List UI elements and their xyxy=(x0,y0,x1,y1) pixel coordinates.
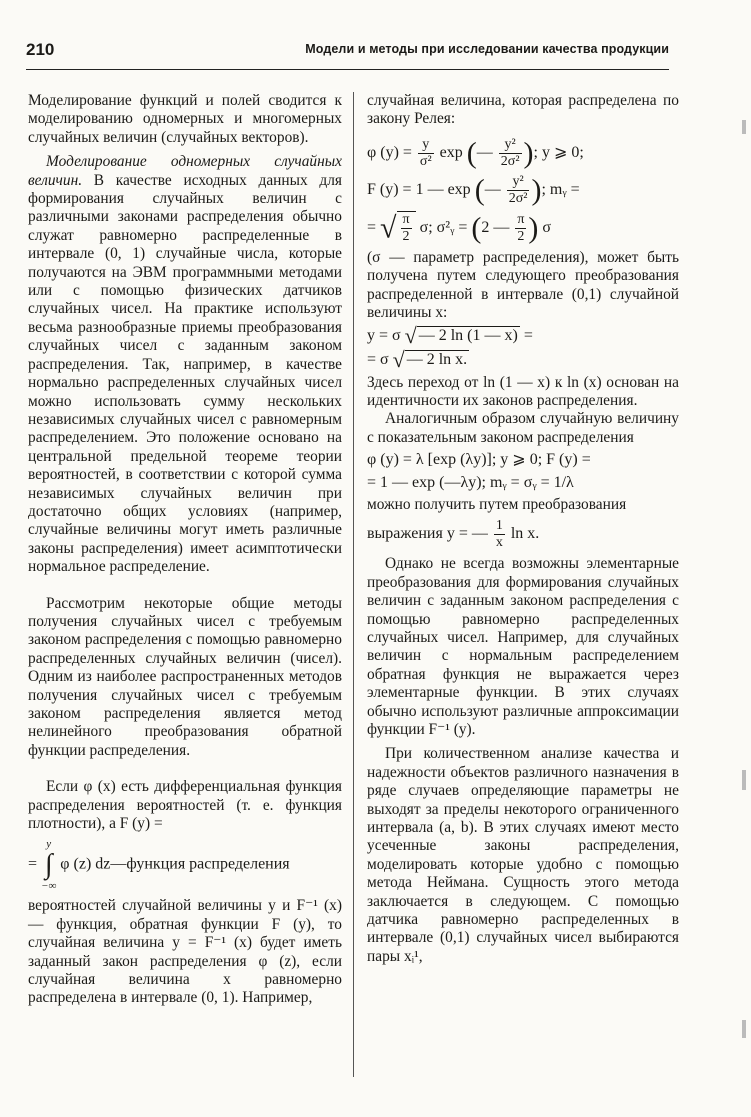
formula-rayleigh-moments: = √ $\frac{\pi}{2}$ σ; σ²ᵧ = (2 — $\frac{\pi}{2}$ ) σ xyxy=(367,211,552,245)
margin-mark xyxy=(742,1020,746,1038)
right-paragraph-7: При количественном анализе качества и надежности объектов различного назначения в ряде случаев определяющие параметры не выходят за пределы некоторого ограниченного интервала (a, b). В этих случаях имеют место усеченные законы распределения, моделировать которые удобно с помощью метода Неймана. Сущность этого метода заключается в следующем. С помощью датчика равномерно распределенных в интервале (0,1) случайных чисел выбираются пары xᵢ¹, xyxy=(367,745,679,965)
left-paragraph-2-text: В качестве исходных данных для формирования случайных величин с различными законами распределения обычно служат равномерно распределенные в интервале (0, 1) случайные числа, которые получаются на ЭВМ программными методами или с помощью физических датчиков случайных чисел. На практике используют весьма разнообразные приемы преобразования случайных чисел с заданным законом распределения. Так, например, в качестве нормально распределенных случайных чисел можно использовать сумму нескольких независимых случайных чисел с равномерным распределением. Это положение основано на центральной предельной теореме теории вероятностей, в соответствии с которой сумма независимых случайных величин при достаточно общих условиях (например, случайные величины могут иметь различные законы распределения) имеет асимптотически нормальное распределение. xyxy=(28,171,342,576)
column-divider xyxy=(353,92,354,1077)
formula-transform-1: y = σ √ — 2 ln (1 — x) = xyxy=(367,323,533,349)
left-paragraph-2 xyxy=(28,153,342,576)
running-title: Модели и методы при исследовании качества продукции xyxy=(305,42,669,56)
header-rule xyxy=(26,69,669,70)
formula-transform-2: = σ √ — 2 ln x. xyxy=(367,347,468,373)
formula-rayleigh-cdf: F (y) = 1 — exp (— $\frac{\text{y²}}{\text{2σ²}}$ ); mᵧ = xyxy=(367,173,580,207)
left-column xyxy=(28,92,342,1008)
running-header xyxy=(26,40,669,62)
integral-sign: y ∫ −∞ xyxy=(41,838,57,893)
right-paragraph-2: (σ — параметр распределения), может быть получена путем следующего преобразования распределенной в интервале (0,1) случайной величины x: xyxy=(367,248,679,322)
formula-rayleigh-density: φ (y) = $\frac{y}{\text{σ²}}$ exp (— $\frac{\text{y²}}{\text{2σ²}}$ ); y ⩾ 0; xyxy=(367,136,584,170)
right-column xyxy=(367,92,679,966)
left-paragraph-3: Рассмотрим некоторые общие методы получения случайных чисел с требуемым законом распределения с помощью равномерно распределенных случайных величин (чисел). Одним из наиболее распространенных методов получения случайных чисел с требуемым законом распределения является метод нелинейного преобразования обратной функции распределения. xyxy=(28,594,342,759)
formula-exponential-2: = 1 — exp (—λy); mᵧ = σᵧ = 1/λ xyxy=(367,473,574,491)
integral-formula: = y ∫ −∞ φ (z) dz—функция распределения xyxy=(28,838,290,893)
margin-mark xyxy=(742,120,746,134)
right-paragraph-4: Аналогичным образом случайную величину с показательным законом распределения xyxy=(367,410,679,446)
right-paragraph-6: Однако не всегда возможны элементарные преобразования для формирования случайных величин с заданным законом распределения с помощью равномерно распределенных случайных чисел. Например, для случайных величин с нормальным распределением обратная функция не выражается через элементарные функции. В этих случаях обычно используют различные аппроксимации функции F⁻¹ (y). xyxy=(367,555,679,738)
margin-mark xyxy=(742,770,746,790)
left-paragraph-1: Моделирование функций и полей сводится к моделированию одномерных и многомерных случайных величин (случайных векторов). xyxy=(28,92,342,146)
left-paragraph-4: Если φ (x) есть дифференциальная функция распределения вероятностей (т. е. функция плотности), а F (y) = xyxy=(28,778,342,833)
formula-exponential-1: φ (y) = λ [exp (λy)]; y ⩾ 0; F (y) = xyxy=(367,451,591,469)
formula-inverse: выражения y = — $\frac{1}{x}$ ln x. xyxy=(367,518,540,551)
right-paragraph-5: можно получить путем преобразования xyxy=(367,495,627,513)
right-paragraph-3: Здесь переход от ln (1 — x) к ln (x) основан на идентичности их законов распределения. xyxy=(367,373,679,409)
right-paragraph-1: случайная величина, которая распределена по закону Релея: xyxy=(367,92,679,128)
page-number: 210 xyxy=(26,40,55,59)
section-subheading: Моделирование одномерных случайных величин. xyxy=(28,153,342,189)
left-paragraph-5: вероятностей случайной величины y и F⁻¹ (x) — функция, обратная функции F (y), то случайная величина y = F⁻¹ (x) будет иметь заданный закон распределения φ (z), если случайная величина x равномерно распределена в интервале (0, 1). Например, xyxy=(28,897,342,1007)
